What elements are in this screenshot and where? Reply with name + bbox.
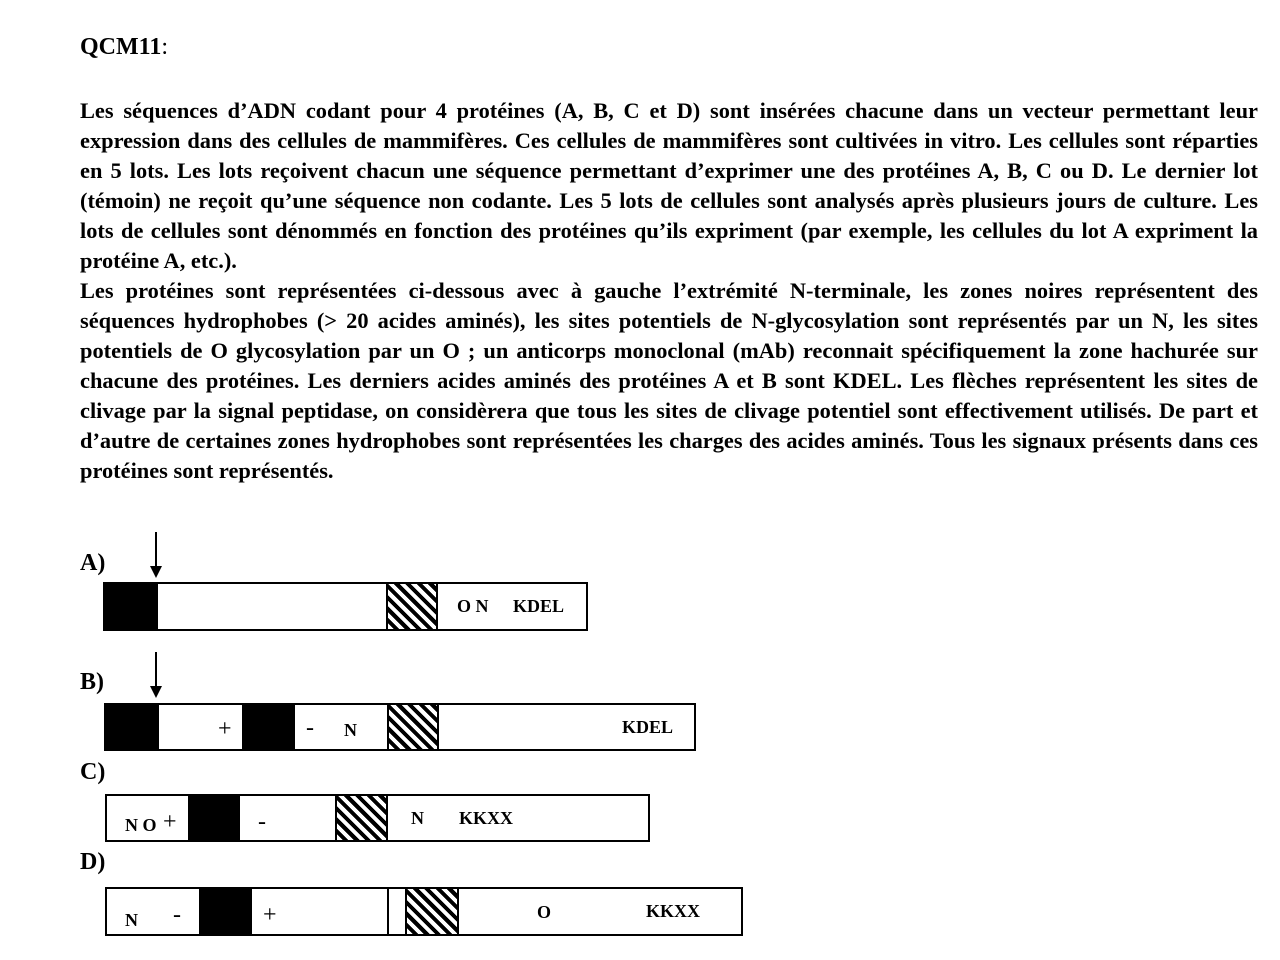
protein-d-tail: KKXX — [646, 901, 700, 921]
protein-b-hydrophobic-zone-2 — [242, 705, 295, 749]
protein-c-n-site: N — [411, 808, 424, 828]
protein-c-negative-charge: - — [258, 809, 266, 835]
protein-a-epitope-zone — [386, 584, 438, 629]
protein-c-label: C) — [80, 759, 106, 785]
protein-c-diagram — [105, 794, 650, 842]
question-paragraph-1: Les séquences d’ADN codant pour 4 protéines (A, B, C et D) sont insérées chacune dans un vecteur permettant leur expression dans des cellules de mammifères. Ces cellules de mammifères sont cultivées in vitro. Les cellules sont réparties en 5 lots. Les lots reçoivent chacun une séquence permettant d’exprimer une des protéines A, B, C ou D. Le dernier lot (témoin) ne reçoit qu’une séquence non codante. Les 5 lots de cellules sont analysés après plusieurs jours de culture. Les lots de cellules sont dénommés en fonction des protéines qu’ils expriment (par exemple, les cellules du lot A expriment la protéine A, etc.). — [80, 98, 1258, 273]
question-title — [80, 34, 168, 61]
protein-d-divider — [387, 889, 389, 934]
title-colon: : — [161, 34, 168, 60]
protein-d-diagram — [105, 887, 743, 936]
protein-a-label: A) — [80, 550, 106, 576]
protein-a-hydrophobic-zone — [105, 584, 158, 629]
protein-b-tail: KDEL — [622, 717, 674, 737]
protein-b-positive-charge: + — [218, 716, 232, 742]
protein-d-hydrophobic-zone — [199, 889, 252, 934]
protein-d-negative-charge: - — [173, 902, 181, 928]
cleavage-arrow-b-icon — [146, 650, 166, 700]
protein-b-hydrophobic-zone-1 — [106, 705, 159, 749]
protein-a-diagram — [103, 582, 588, 631]
protein-b-label: B) — [80, 669, 104, 695]
protein-c-tail: KKXX — [459, 808, 513, 828]
protein-d-epitope-zone — [405, 889, 459, 934]
protein-b-epitope-zone — [387, 705, 439, 749]
protein-a-tail: KDEL — [513, 596, 565, 616]
protein-b-n-site: N — [344, 720, 357, 740]
protein-c-positive-charge: + — [163, 809, 177, 835]
protein-a-glycosylation-sites: O N — [457, 596, 489, 616]
protein-b-negative-charge: - — [306, 715, 314, 741]
question-paragraph-2: Les protéines sont représentées ci-dessous avec à gauche l’extrémité N-terminale, les zones noires représentent des séquences hydrophobes (> 20 acides aminés), les sites potentiels de N-glycosylation sont représentés par un N, les sites potentiels de O glycosylation par un O ; un anticorps monoclonal (mAb) reconnait spécifiquement la zone hachurée sur chacune des protéines. Les derniers acides aminés des protéines A et B sont KDEL. Les flèches représentent les sites de clivage par la signal peptidase, on considèrera que tous les sites de clivage potentiel sont effectivement utilisés. De part et d’autre de certaines zones hydrophobes sont représentées les charges des acides aminés. Tous les signaux présents dans ces protéines sont représentés. — [80, 278, 1258, 483]
protein-c-epitope-zone — [335, 796, 388, 840]
protein-c-hydrophobic-zone — [188, 796, 240, 840]
question-number: QCM11 — [80, 34, 162, 60]
protein-b-diagram — [104, 703, 696, 751]
protein-d-positive-charge: + — [263, 902, 277, 928]
protein-c-glycosylation-sites: N O — [125, 815, 157, 835]
protein-d-o-site: O — [537, 902, 552, 922]
protein-d-label: D) — [80, 849, 106, 875]
cleavage-arrow-a-icon — [146, 530, 166, 580]
protein-d-n-site: N — [125, 910, 138, 930]
